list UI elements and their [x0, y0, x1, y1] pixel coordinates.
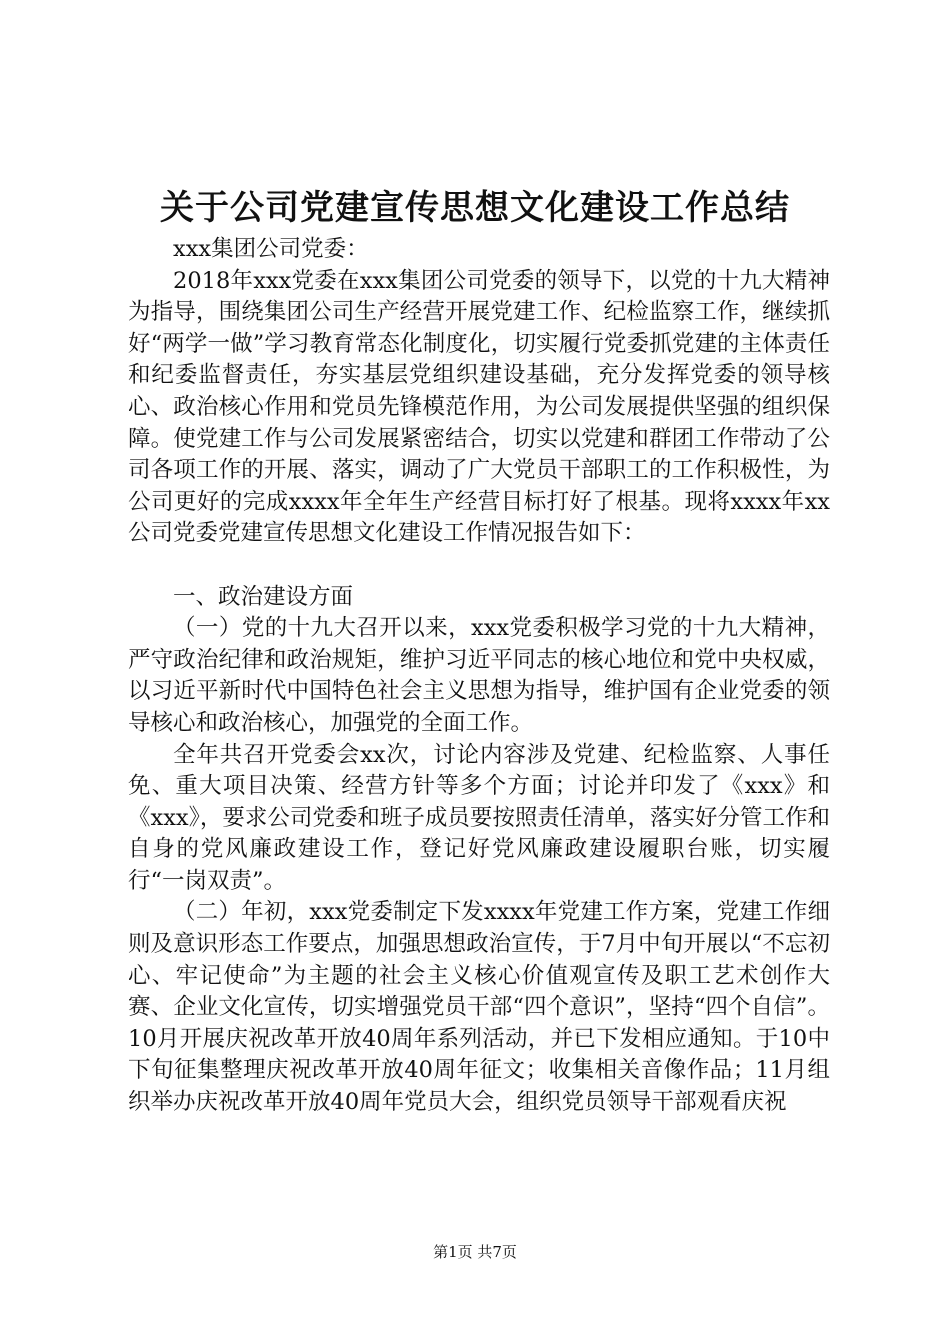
section-heading: 一、政治建设方面: [173, 583, 354, 610]
document-body: [128, 234, 830, 1119]
body-paragraph: 全年共召开党委会xx次，讨论内容涉及党建、纪检监察、人事任免、重大项目决策、经营方针等多个方面；讨论并印发了《xxx》和《xxx》，要求公司党委和班子成员要按照责任清单，落实好分管工作和自身的党风廉政建设工作，登记好党风廉政建设履职台账，切实履行“一岗双责”。: [128, 741, 830, 894]
intro-paragraph: 2018年xxx党委在xxx集团公司党委的领导下，以党的十九大精神为指导，围绕集团公司生产经营开展党建工作、纪检监察工作，继续抓好“两学一做”学习教育常态化制度化，切实履行党委抓党建的主体责任和纪委监督责任，夯实基层党组织建设基础，充分发挥党委的领导核心、政治核心作用和党员先锋模范作用，为公司发展提供坚强的组织保障。使党建工作与公司发展紧密结合，切实以党建和群团工作带动了公司各项工作的开展、落实，调动了广大党员干部职工的工作积极性，为公司更好的完成xxxx年全年生产经营目标打好了根基。现将xxxx年xx公司党委党建宣传思想文化建设工作情况报告如下：: [128, 267, 830, 547]
section-item-paragraph: （一）党的十九大召开以来，xxx党委积极学习党的十九大精神，严守政治纪律和政治规矩，维护习近平同志的核心地位和党中央权威，以习近平新时代中国特色社会主义思想为指导，维护国有企业党委的领导核心和政治核心，加强党的全面工作。: [128, 615, 830, 736]
page-footer: 第1页 共7页: [433, 1243, 517, 1261]
salutation: xxx集团公司党委：: [173, 236, 369, 262]
section-item-paragraph: （二）年初，xxx党委制定下发xxxx年党建工作方案，党建工作细则及意识形态工作要点，加强思想政治宣传，于7月中旬开展以“不忘初心、牢记使命”为主题的社会主义核心价值观宣传及职工艺术创作大赛、企业文化宣传，切实增强党员干部“四个意识”，坚持“四个自信”。10月开展庆祝改革开放40周年系列活动，并已下发相应通知。于10中下旬征集整理庆祝改革开放40周年征文；收集相关音像作品；11月组织举办庆祝改革开放40周年党员大会，组织党员领导干部观看庆祝: [128, 899, 830, 1116]
document-title: 关于公司党建宣传思想文化建设工作总结: [160, 188, 790, 228]
